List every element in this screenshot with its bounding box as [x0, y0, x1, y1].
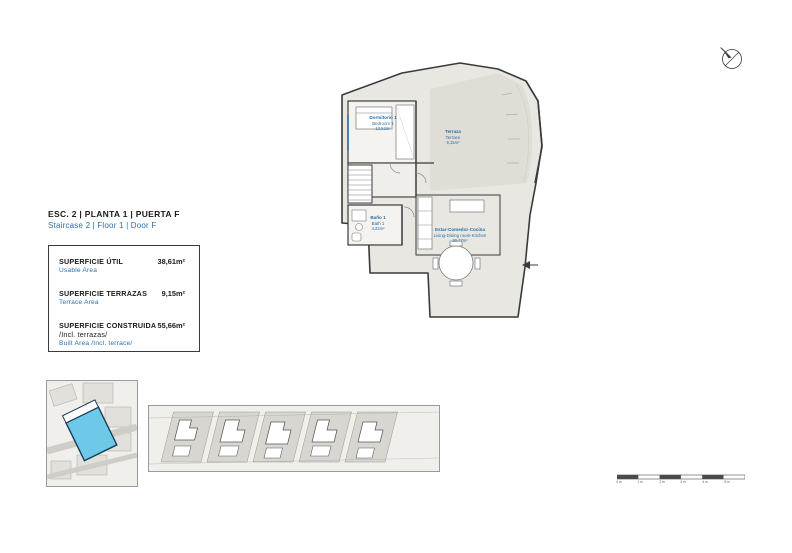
room-name-es-terrace: Terraza — [444, 129, 461, 134]
room-area-terrace: 9,15m² — [446, 140, 460, 146]
north-compass — [715, 42, 745, 72]
room-label-bedroom-1 — [352, 115, 414, 131]
room-area-living: 20,77m² — [452, 238, 468, 244]
page-title: ESC. 2 | PLANTA 1 | PUERTA F — [48, 209, 180, 219]
room-label-bath-1 — [356, 215, 400, 231]
scale-tick-0: 0 m — [616, 480, 622, 484]
room-name-es-bedroom-1: Dormitorio 1 — [369, 115, 397, 120]
room-label-terrace — [430, 129, 476, 145]
area-label-built-es2: /Incl. terrazas/ — [59, 330, 108, 339]
room-name-en-bath-1: Bath 1 — [371, 220, 385, 226]
room-name-en-bedroom-1: Bedroom 1 — [372, 120, 394, 126]
area-label-terrace-en: Terrace Area — [59, 299, 99, 306]
scale-tick-1: 1 m — [637, 480, 643, 484]
room-name-en-terrace: Terrace — [445, 134, 461, 140]
scale-tick-5: 5 m — [724, 480, 730, 484]
area-summary-table — [48, 245, 200, 352]
room-name-es-bath-1: Baño 1 — [370, 215, 386, 220]
area-row-usable — [59, 257, 191, 274]
scale-tick-4: 4 m — [702, 480, 708, 484]
room-area-bedroom-1: 13,52m² — [375, 126, 391, 132]
area-value-built: 55,66m² — [157, 321, 185, 330]
scale-tick-3: 3 m — [680, 480, 686, 484]
site-key-plan — [46, 380, 138, 487]
area-label-usable-es: SUPERFICIE ÚTIL — [59, 257, 124, 266]
area-row-terrace — [59, 289, 191, 306]
title-block — [48, 209, 208, 230]
area-label-usable-en: Usable Area — [59, 267, 98, 274]
scale-bar — [617, 470, 745, 486]
area-label-terrace-es: SUPERFICIE TERRAZAS — [59, 289, 148, 298]
scale-tick-2: 2 m — [659, 480, 665, 484]
room-name-es-living: Estar-Comedor-Cocina — [434, 227, 486, 232]
room-area-bath-1: 4,22m² — [371, 226, 385, 232]
room-label-living-dining-kitchen — [412, 227, 508, 243]
room-name-en-living: Living-Dining room-Kitchen — [433, 232, 487, 238]
page-title-translation: Staircase 2 | Floor 1 | Door F — [48, 221, 157, 230]
area-value-usable: 38,61m² — [157, 257, 185, 266]
area-label-built-en: Built Area /Incl. terrace/ — [59, 340, 133, 347]
floor-plan-drawing — [330, 55, 580, 345]
area-label-built-es: SUPERFICIE CONSTRUIDA — [59, 321, 157, 330]
area-row-built — [59, 321, 191, 347]
building-key-plan — [148, 405, 440, 472]
area-value-terrace: 9,15m² — [161, 289, 185, 298]
